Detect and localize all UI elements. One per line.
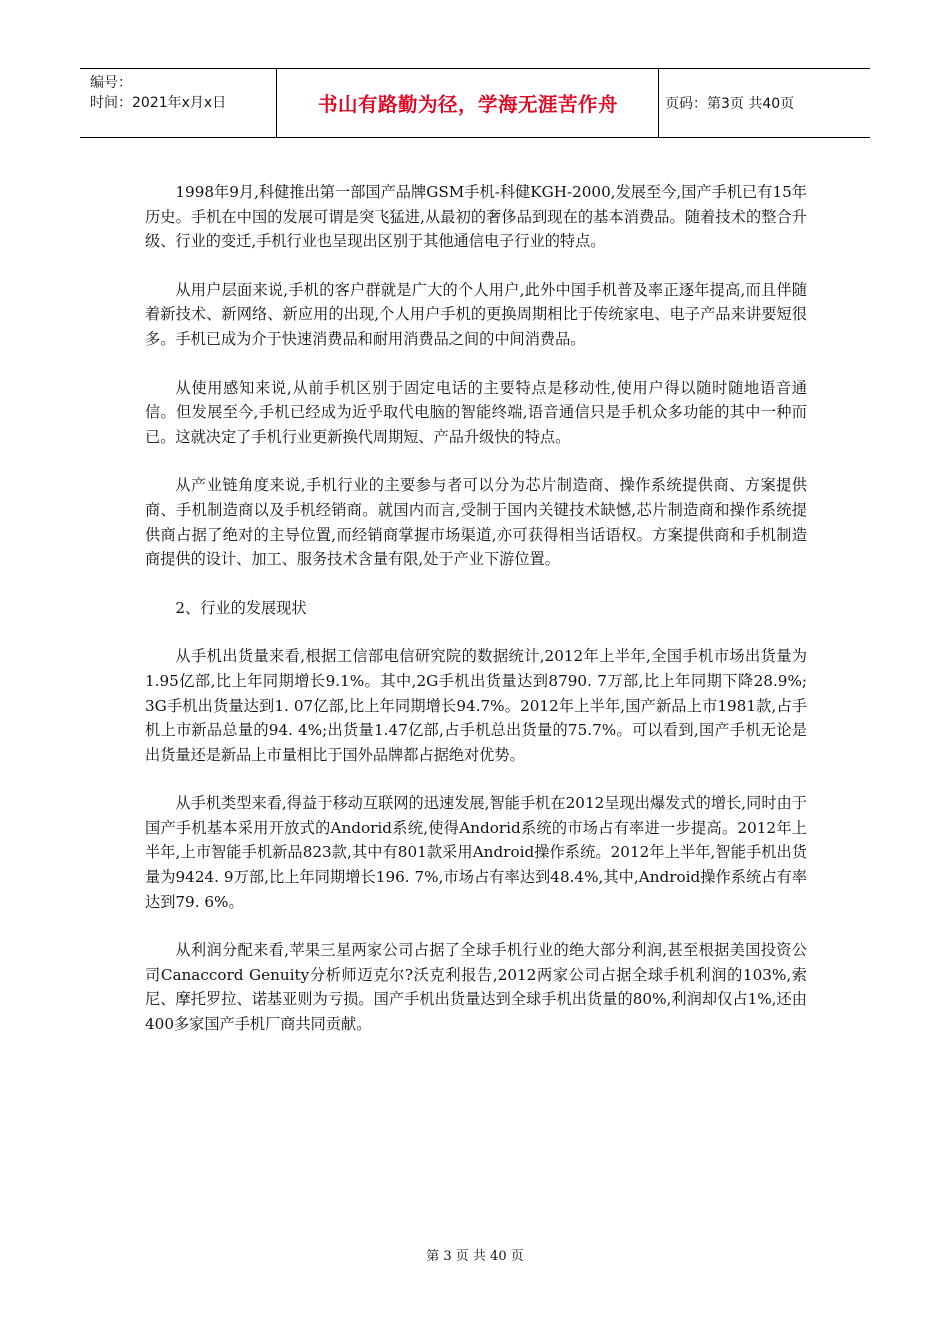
header-number-label: 编号： (90, 75, 132, 91)
body-paragraph: 从用户层面来说,手机的客户群就是广大的个人用户,此外中国手机普及率正逐年提高,而且伴随着新技术、新网络、新应用的出现,个人用户手机的更换周期相比于传统家电、电子产品来讲要短很多。手机已成为介于快速消费品和耐用消费品之间的中间消费品。 (145, 280, 807, 348)
page-header (80, 68, 870, 138)
header-motto: 书山有路勤为径，学海无涯苦作舟 (317, 93, 618, 116)
header-divider (658, 69, 659, 137)
page-footer: 第 3 页 共 40 页 (426, 1249, 524, 1264)
body-paragraph: 从手机类型来看,得益于移动互联网的迅速发展,智能手机在2012呈现出爆发式的增长,同时由于国产手机基本采用开放式的Andorid系统,使得Andorid系统的市场占有率进一步提高。2012年上半年,上市智能手机新品823款,其中有801款采用Android操作系统。2012年上半年,智能手机出货量为9424. 9万部,比上年同期增长196. 7%,市场占有率达到48.4%,其中,Android操作系统占有率达到79. 6%。 (145, 794, 807, 911)
header-meta (90, 73, 226, 113)
section-heading: 2、行业的发展现状 (175, 598, 307, 617)
body-paragraph: 从使用感知来说,从前手机区别于固定电话的主要特点是移动性,使用户得以随时随地语音通信。但发展至今,手机已经成为近乎取代电脑的智能终端,语音通信只是手机众多功能的其中一种而已。这就决定了手机行业更新换代周期短、产品升级快的特点。 (145, 378, 807, 446)
header-time-label: 时间：2021年x月x日 (90, 95, 227, 111)
body-paragraph: 从手机出货量来看,根据工信部电信研究院的数据统计,2012年上半年,全国手机市场出货量为1.95亿部,比上年同期增长9.1%。其中,2G手机出货量达到8790. 7万部,比上年同期下降28.9%; 3G手机出货量达到1. 07亿部,比上年同期增长94.7%。2012年上半年,国产新品上市1981款,占手机上市新品总量的94. 4%;出货量1.47亿部,占手机总出货量的75.7%。可以看到,国产手机无论是出货量还是新品上市量相比于国外品牌都占据绝对优势。 (145, 647, 807, 764)
document-body (145, 180, 807, 1061)
body-paragraph: 从利润分配来看,苹果三星两家公司占据了全球手机行业的绝大部分利润,甚至根据美国投资公司Canaccord Genuity分析师迈克尔?沃克利报告,2012两家公司占据全球手机利润的103%,索尼、摩托罗拉、诺基亚则为亏损。国产手机出货量达到全球手机出货量的80%,利润却仅占1%,还由400多家国产手机厂商共同贡献。 (145, 941, 807, 1034)
header-page-info: 页码：第3页 共40页 (665, 96, 795, 112)
body-paragraph: 1998年9月,科健推出第一部国产品牌GSM手机-科健KGH-2000,发展至今,国产手机已有15年历史。手机在中国的发展可谓是突飞猛进,从最初的奢侈品到现在的基本消费品。随着技术的整合升级、行业的变迁,手机行业也呈现出区别于其他通信电子行业的特点。 (145, 183, 807, 251)
body-paragraph: 从产业链角度来说,手机行业的主要参与者可以分为芯片制造商、操作系统提供商、方案提供商、手机制造商以及手机经销商。就国内而言,受制于国内关键技术缺憾,芯片制造商和操作系统提供商占据了绝对的主导位置,而经销商掌握市场渠道,亦可获得相当话语权。方案提供商和手机制造商提供的设计、加工、服务技术含量有限,处于产业下游位置。 (145, 476, 807, 569)
